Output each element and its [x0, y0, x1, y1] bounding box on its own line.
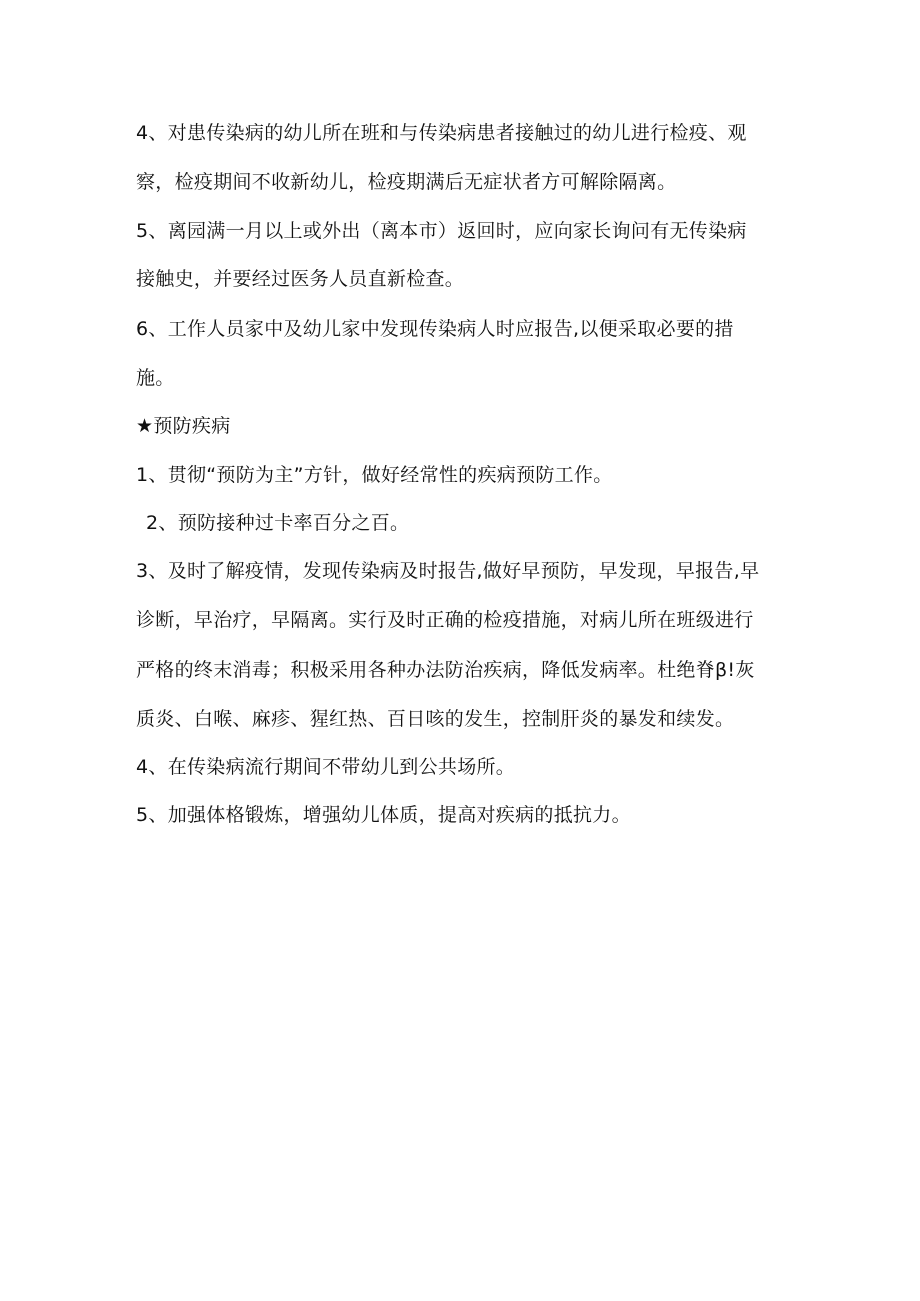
text-line-5-return-cont: 接触史，并要经过医务人员直新检查。 — [136, 268, 465, 290]
text-line-2-vaccination: 2、预防接种过卡率百分之百。 — [146, 512, 410, 534]
text-line-4-public-places: 4、在传染病流行期间不带幼儿到公共场所。 — [136, 756, 516, 778]
text-line-4-quarantine: 4、对患传染病的幼儿所在班和与传染病患者接触过的幼儿进行检疫、观 — [136, 122, 747, 144]
text-line-3-epidemic-cont-3: 质炎、白喉、麻疹、猩红热、百日咳的发生，控制肝炎的暴发和续发。 — [136, 708, 735, 730]
text-line-3-epidemic-cont-2: 严格的终末消毒；积极采用各种办法防治疾病，降低发病率。杜绝脊β!灰 — [136, 659, 755, 681]
text-line-6-report: 6、工作人员家中及幼儿家中发现传染病人时应报告,以便采取必要的措 — [136, 318, 734, 340]
text-line-5-return: 5、离园满一月以上或外出（离本市）返回时，应向家长询问有无传染病 — [136, 220, 747, 242]
text-line-1-policy: 1、贯彻“预防为主”方针，做好经常性的疾病预防工作。 — [136, 464, 613, 486]
text-line-6-report-cont: 施。 — [136, 367, 175, 389]
text-line-3-epidemic: 3、及时了解疫情，发现传染病及时报告,做好早预防，早发现，早报告,早 — [136, 560, 760, 582]
section-heading-prevention: ★预防疾病 — [136, 415, 231, 437]
text-line-5-exercise: 5、加强体格锻炼，增强幼儿体质，提高对疾病的抵抗力。 — [136, 804, 631, 826]
text-line-3-epidemic-cont-1: 诊断，早治疗，早隔离。实行及时正确的检疫措施，对病儿所在班级进行 — [136, 609, 754, 631]
text-line-4-quarantine-cont: 察，检疫期间不收新幼儿，检疫期满后无症状者方可解除隔离。 — [136, 171, 677, 193]
